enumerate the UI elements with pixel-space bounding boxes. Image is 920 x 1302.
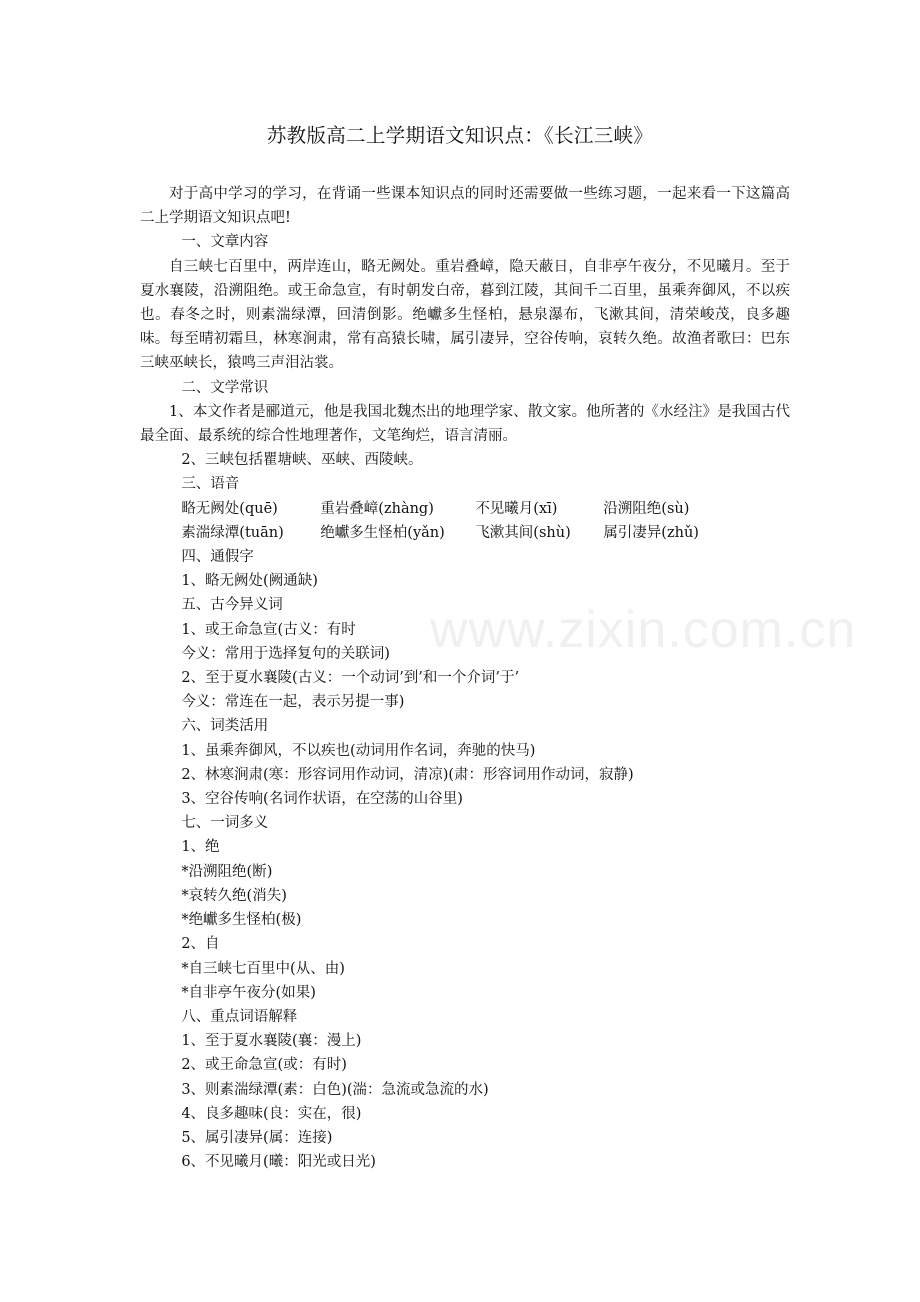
watermark-text: www.zixin.com.cn (430, 601, 857, 659)
word-class-item-3: 3、空谷传响(名词作状语，在空荡的山谷里) (181, 791, 463, 808)
section-heading-word-class: 六、词类活用 (181, 718, 269, 735)
meaning-shift-item-1-modern: 今义：常用于选择复句的关联词) (181, 645, 390, 662)
section-heading-meaning-shift: 五、古今异义词 (181, 597, 283, 614)
polysemy-example: *自三峡七百里中(从、由) (181, 960, 345, 977)
polysemy-example: *哀转久绝(消失) (181, 887, 287, 904)
literature-item-2: 2、三峡包括瞿塘峡、巫峡、西陵峡。 (181, 452, 423, 469)
polysemy-example: *自非亭午夜分(如果) (181, 984, 316, 1001)
polysemy-example: *沿溯阻绝(断) (181, 863, 273, 880)
section-heading-pronunciation: 三、语音 (181, 476, 240, 493)
key-word-item-2: 2、或王命急宣(或：有时) (181, 1057, 347, 1074)
interchangeable-item-1: 1、略无阙处(阙通缺) (181, 573, 318, 590)
section-heading-key-words: 八、重点词语解释 (181, 1008, 298, 1025)
pronunciation-entry: 绝巘多生怪柏(yǎn) (320, 524, 445, 541)
polysemy-word-2: 2、自 (181, 936, 220, 953)
pronunciation-row-1 (140, 497, 790, 521)
article-text-paragraph: 自三峡七百里中，两岸连山，略无阙处。重岩叠嶂，隐天蔽日，自非亭午夜分，不见曦月。至于夏水襄陵，沿溯阻绝。或王命急宣，有时朝发白帝，暮到江陵，其间千二百里，虽乘奔御风，不以疾也。春冬之时，则素湍绿潭，回清倒影。绝巘多生怪柏，悬泉瀑布，飞漱其间，清荣峻茂，良多趣味。每至晴初霜旦，林寒涧肃，常有高猿长啸，属引凄异，空谷传响，哀转久绝。故渔者歌曰：巴东三峡巫峡长，猿鸣三声泪沾裳。 (140, 258, 790, 372)
key-word-item-6: 6、不见曦月(曦：阳光或日光) (181, 1154, 376, 1171)
pronunciation-entry: 略无阙处(quē) (181, 500, 278, 517)
document-body (140, 182, 790, 1174)
section-heading-polysemy: 七、一词多义 (181, 815, 269, 832)
key-word-item-3: 3、则素湍绿潭(素：白色)(湍：急流或急流的水) (181, 1081, 489, 1098)
meaning-shift-item-2: 2、至于夏水襄陵(古义：一个动词’到’和一个介词’于’ (181, 670, 520, 687)
pronunciation-entry: 沿溯阻绝(sù) (603, 500, 690, 517)
section-heading-literature: 二、文学常识 (181, 379, 269, 396)
key-word-item-5: 5、属引凄异(属：连接) (181, 1129, 333, 1146)
key-word-item-4: 4、良多趣味(良：实在，很) (181, 1105, 362, 1122)
polysemy-example: *绝巘多生怪柏(极) (181, 912, 302, 929)
pronunciation-row-2 (140, 521, 790, 545)
meaning-shift-item-2-modern: 今义：常连在一起，表示另提一事) (181, 694, 405, 711)
section-heading-interchangeable: 四、通假字 (181, 549, 254, 566)
word-class-item-1: 1、虽乘奔御风，不以疾也(动词用作名词，奔驰的快马) (181, 742, 536, 759)
pronunciation-entry: 素湍绿潭(tuān) (181, 524, 284, 541)
section-heading-content: 一、文章内容 (181, 234, 269, 251)
intro-paragraph: 对于高中学习的学习，在背诵一些课本知识点的同时还需要做一些练习题，一起来看一下这篇高二上学期语文知识点吧! (140, 186, 790, 227)
pronunciation-entry: 飞漱其间(shù) (475, 524, 571, 541)
literature-item-1: 1、本文作者是郦道元，他是我国北魏杰出的地理学家、散文家。他所著的《水经注》是我国古代最全面、最系统的综合性地理著作，文笔绚烂，语言清丽。 (140, 403, 790, 445)
pronunciation-entry: 属引凄异(zhǔ) (603, 524, 699, 541)
document-title: 苏教版高二上学期语文知识点：《长江三峡》 (266, 124, 654, 147)
meaning-shift-item-1: 1、或王命急宣(古义：有时 (181, 621, 356, 638)
key-word-item-1: 1、至于夏水襄陵(襄：漫上) (181, 1033, 362, 1050)
pronunciation-entry: 重岩叠嶂(zhàng) (320, 500, 434, 517)
pronunciation-entry: 不见曦月(xī) (475, 500, 558, 517)
polysemy-word-1: 1、绝 (181, 839, 220, 856)
word-class-item-2: 2、林寒涧肃(寒：形容词用作动词，清凉)(肃：形容词用作动词，寂静) (181, 766, 634, 783)
